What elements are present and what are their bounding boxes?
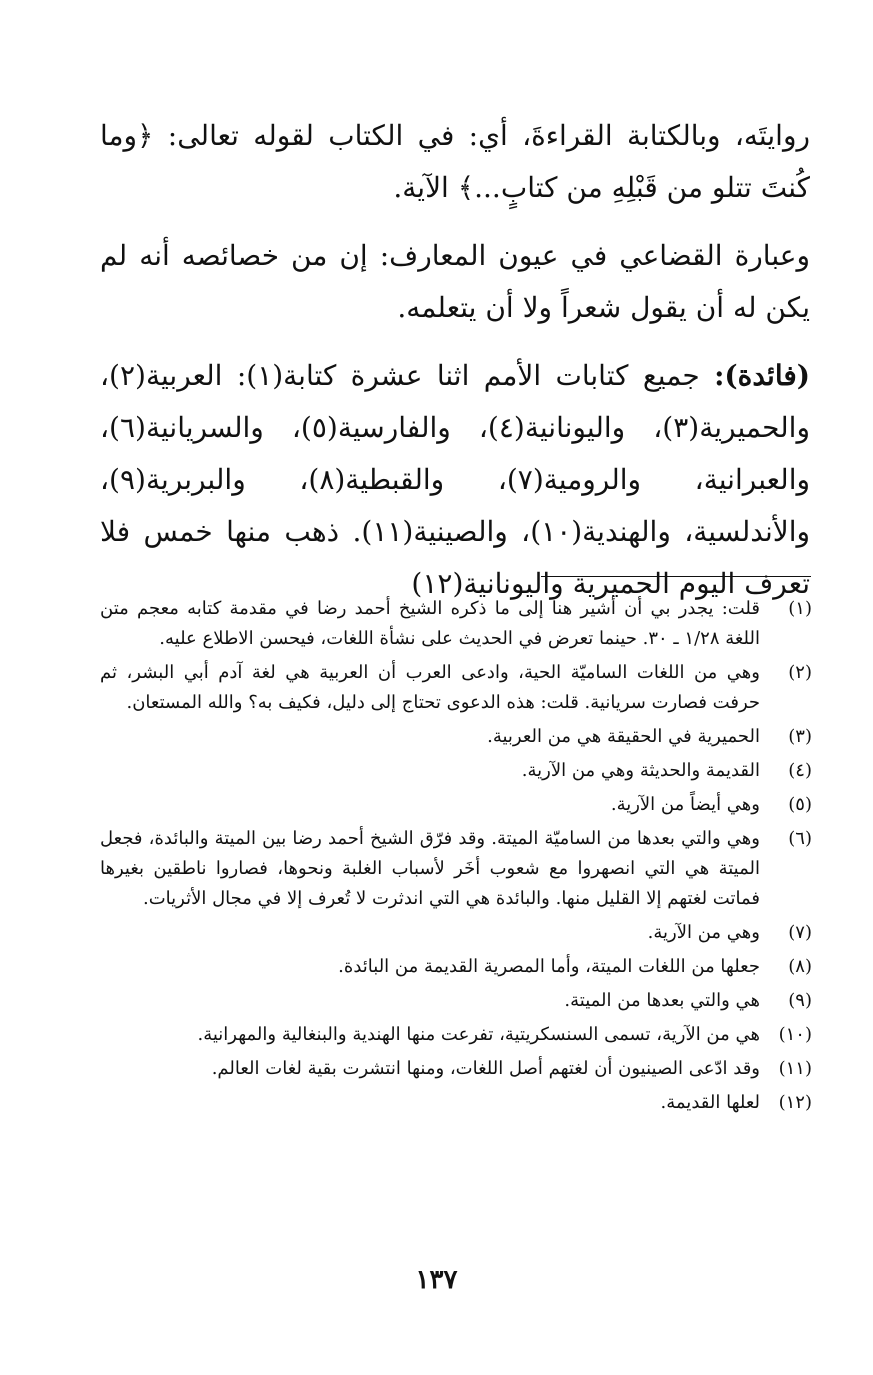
footnote-5 <box>100 790 812 820</box>
footnote-number: (٥) <box>788 794 812 815</box>
footnote-9 <box>100 986 812 1016</box>
footnote-divider <box>541 576 811 577</box>
footnote-text: وقد ادّعى الصينيون أن لغتهم أصل اللغات، ومنها انتشرت بقية لغات العالم. <box>211 1058 760 1079</box>
footnote-number: (٤) <box>788 760 812 781</box>
footnote-1 <box>100 594 812 654</box>
paragraph-1: روايتَه، وبالكتابة القراءةَ، أي: في الكتاب لقوله تعالى: ﴿وما كُنتَ تتلو من قَبْلِهِ من كتابٍ...﴾ الآية. <box>100 119 810 204</box>
footnote-number: (٨) <box>788 956 812 977</box>
footnote-number: (٣) <box>788 726 812 747</box>
footnote-text: القديمة والحديثة وهي من الآرية. <box>521 760 760 781</box>
footnote-11 <box>100 1054 812 1084</box>
footnote-text: هي والتي بعدها من الميتة. <box>564 990 760 1011</box>
footnote-text: وهي أيضاً من الآرية. <box>610 794 760 815</box>
footnote-number: (١٢) <box>778 1092 812 1113</box>
page-number: ١٣٧ <box>415 1265 458 1295</box>
footnote-8 <box>100 952 812 982</box>
footnote-text: لعلها القديمة. <box>660 1092 760 1113</box>
paragraph-3-text: جميع كتابات الأمم اثنا عشرة كتابة(١): العربية(٢)، والحميرية(٣)، واليونانية(٤)، والفارسية(٥)، والسريانية(٦)، والعبرانية، والرومية(٧)، والقبطية(٨)، والبربرية(٩)، والأندلسية، والهندية(١٠)، والصينية(١١). ذهب منها خمس فلا تعرف اليوم الحميرية واليونانية(١٢) <box>100 359 811 600</box>
main-text <box>100 110 810 610</box>
footnote-text: وهي من اللغات الساميّة الحية، وادعى العرب أن العربية هي لغة آدم أبي البشر، ثم حرفت فصارت سريانية. قلت: هذه الدعوى تحتاج إلى دليل، فكيف به؟ والله المستعان. <box>100 662 760 713</box>
paragraph-2: وعبارة القضاعي في عيون المعارف: إن من خصائصه أنه لم يكن له أن يقول شعراً ولا أن يتعلمه. <box>100 239 810 324</box>
footnote-number: (١١) <box>778 1058 812 1079</box>
footnote-number: (٧) <box>788 922 812 943</box>
footnote-text: الحميرية في الحقيقة هي من العربية. <box>487 726 760 747</box>
footnote-text: جعلها من اللغات الميتة، وأما المصرية القديمة من البائدة. <box>338 956 760 977</box>
footnote-text: وهي من الآرية. <box>647 922 760 943</box>
footnote-number: (٦) <box>788 828 812 849</box>
footnote-6 <box>100 824 812 914</box>
footnote-12 <box>100 1088 812 1118</box>
footnote-text: هي من الآرية، تسمى السنسكريتية، تفرعت منها الهندية والبنغالية والمهرانية. <box>197 1024 760 1045</box>
footnotes <box>100 594 812 1122</box>
footnote-number: (٩) <box>788 990 812 1011</box>
footnote-text: قلت: يجدر بي أن أشير هنا إلى ما ذكره الشيخ أحمد رضا في مقدمة كتابه معجم متن اللغة ١/٢٨ ـ ٣٠. حينما تعرض في الحديث على نشأة اللغات، فيحسن الاطلاع عليه. <box>100 598 760 649</box>
footnote-7 <box>100 918 812 948</box>
footnote-10 <box>100 1020 812 1050</box>
footnote-3 <box>100 722 812 752</box>
benefit-label: (فائدة): <box>714 359 810 392</box>
footnote-number: (١٠) <box>778 1024 812 1045</box>
footnote-2 <box>100 658 812 718</box>
footnote-text: وهي والتي بعدها من الساميّة الميتة. وقد فرّق الشيخ أحمد رضا بين الميتة والبائدة، فجعل الميتة هي التي انصهروا مع شعوب أخَر لأسباب الغلبة ونحوها، فصاروا ناطقين بغيرها فماتت لغتهم إلا القليل منها. والبائدة هي التي اندثرت لا تُعرف إلا في مجال الأثريات. <box>100 828 760 909</box>
paragraph-3 <box>100 350 810 610</box>
footnote-number: (١) <box>788 598 812 619</box>
footnote-number: (٢) <box>788 662 812 683</box>
footnote-4 <box>100 756 812 786</box>
